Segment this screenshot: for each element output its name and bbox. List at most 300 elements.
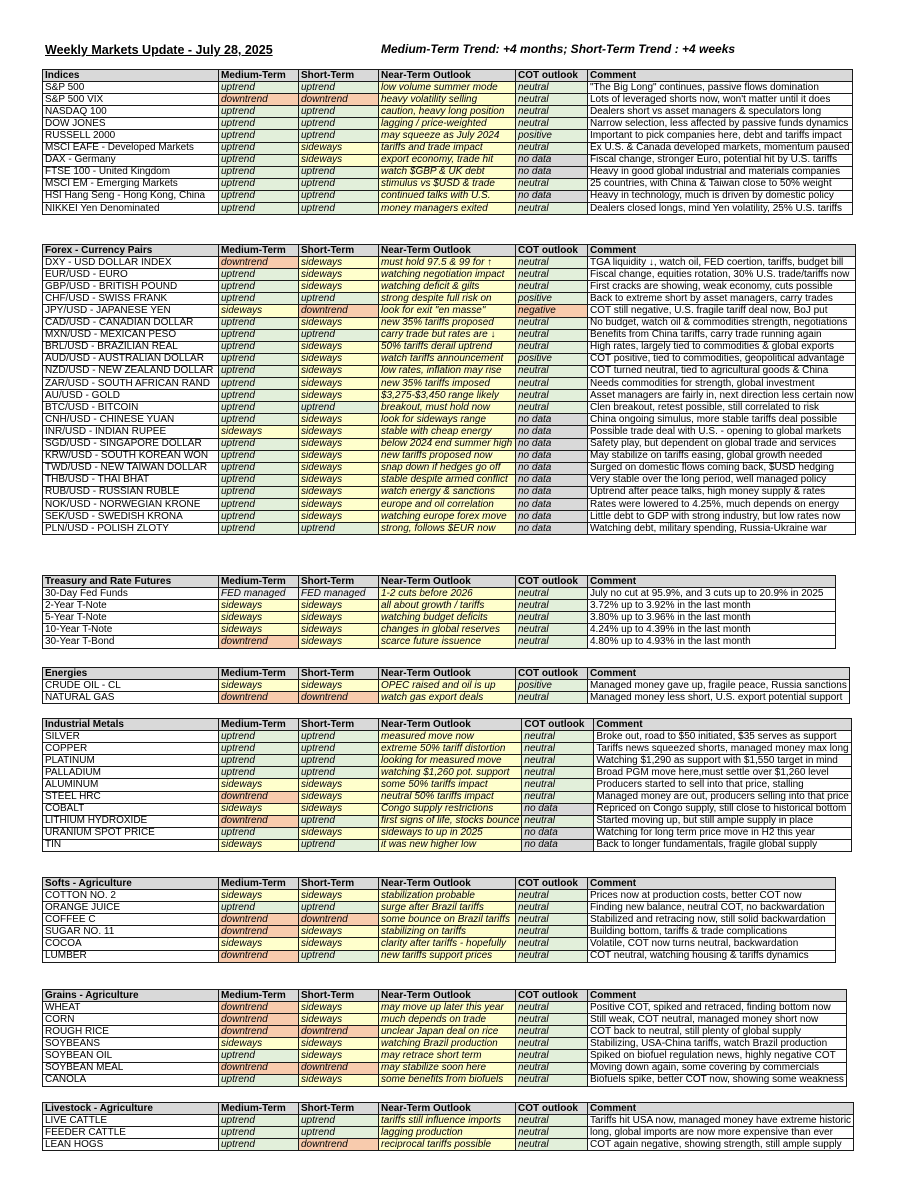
- near-term-outlook-cell: export economy, trade hit: [379, 154, 516, 166]
- column-header-short: Short-Term: [299, 70, 379, 82]
- medium-term-cell: sideways: [219, 839, 299, 851]
- instrument-cell: NOK/USD - NORWEGIAN KRONE: [43, 498, 219, 510]
- cot-outlook-cell: neutral: [516, 203, 588, 215]
- medium-term-cell: uptrend: [219, 106, 299, 118]
- short-term-cell: uptrend: [299, 82, 379, 94]
- column-header-outlook: Near-Term Outlook: [379, 576, 516, 588]
- table-row: [43, 950, 836, 962]
- comment-cell: long, global imports are now more expensive than ever: [588, 1127, 854, 1139]
- table-row: [43, 166, 853, 178]
- near-term-outlook-cell: snap down if hedges go off: [379, 462, 516, 474]
- comment-cell: Clen breakout, retest possible, still correlated to risk: [588, 402, 856, 414]
- column-header-medium: Medium-Term: [219, 1103, 299, 1115]
- instrument-cell: PALLADIUM: [43, 767, 219, 779]
- table-row: [43, 94, 853, 106]
- section-table: [42, 575, 836, 649]
- near-term-outlook-cell: strong despite full risk on: [379, 293, 516, 305]
- cot-outlook-cell: neutral: [516, 938, 588, 950]
- near-term-outlook-cell: new 35% tariffs proposed: [379, 317, 516, 329]
- table-row: [43, 1002, 847, 1014]
- near-term-outlook-cell: extreme 50% tariff distortion: [379, 743, 522, 755]
- near-term-outlook-cell: new tariffs proposed now: [379, 450, 516, 462]
- short-term-cell: uptrend: [299, 203, 379, 215]
- comment-cell: 4.80% up to 4.93% in the last month: [588, 636, 836, 648]
- column-header-cot: COT outlook: [516, 878, 588, 890]
- instrument-cell: URANIUM SPOT PRICE: [43, 827, 219, 839]
- section-header-row: [43, 1103, 854, 1115]
- comment-cell: July no cut at 95.9%, and 3 cuts up to 20.9% in 2025: [588, 588, 836, 600]
- instrument-cell: SOYBEAN MEAL: [43, 1062, 219, 1074]
- near-term-outlook-cell: much depends on trade: [379, 1014, 516, 1026]
- instrument-cell: CRUDE OIL - CL: [43, 680, 219, 692]
- cot-outlook-cell: neutral: [516, 902, 588, 914]
- cot-outlook-cell: neutral: [516, 269, 588, 281]
- table-row: [43, 130, 853, 142]
- table-row: [43, 743, 852, 755]
- comment-cell: Finding new balance, neutral COT, no backwardation: [588, 902, 836, 914]
- instrument-cell: THB/USD - THAI BHAT: [43, 474, 219, 486]
- near-term-outlook-cell: watch $GBP & UK debt: [379, 166, 516, 178]
- table-row: [43, 1026, 847, 1038]
- instrument-cell: NASDAQ 100: [43, 106, 219, 118]
- comment-cell: Repriced on Congo supply, still close to historical bottom: [594, 803, 851, 815]
- table-row: [43, 827, 852, 839]
- table-row: [43, 190, 853, 202]
- table-row: [43, 106, 853, 118]
- comment-cell: Ex U.S. & Canada developed markets, momentum paused: [588, 142, 853, 154]
- column-header-medium: Medium-Term: [219, 990, 299, 1002]
- medium-term-cell: downtrend: [219, 950, 299, 962]
- short-term-cell: sideways: [299, 269, 379, 281]
- medium-term-cell: uptrend: [219, 902, 299, 914]
- section-table: [42, 718, 852, 852]
- near-term-outlook-cell: may squeeze as July 2024: [379, 130, 516, 142]
- near-term-outlook-cell: carry trade but rates are ↓: [379, 329, 516, 341]
- short-term-cell: sideways: [299, 600, 379, 612]
- column-header-cot: COT outlook: [516, 70, 588, 82]
- short-term-cell: uptrend: [299, 755, 379, 767]
- near-term-outlook-cell: some bounce on Brazil tariffs: [379, 914, 516, 926]
- medium-term-cell: downtrend: [219, 1026, 299, 1038]
- cot-outlook-cell: neutral: [516, 1050, 588, 1062]
- table-row: [43, 486, 856, 498]
- medium-term-cell: uptrend: [219, 378, 299, 390]
- cot-outlook-cell: neutral: [516, 106, 588, 118]
- near-term-outlook-cell: stabilizing on tariffs: [379, 926, 516, 938]
- section-table: [42, 244, 856, 535]
- near-term-outlook-cell: lagging / price-weighted: [379, 118, 516, 130]
- table-row: [43, 523, 856, 535]
- table-row: [43, 1074, 847, 1086]
- comment-cell: Moving down again, some covering by commercials: [588, 1062, 847, 1074]
- section-header-row: [43, 668, 850, 680]
- table-row: [43, 914, 836, 926]
- column-header-cot: COT outlook: [516, 245, 588, 257]
- cot-outlook-cell: neutral: [522, 755, 594, 767]
- instrument-cell: RUB/USD - RUSSIAN RUBLE: [43, 486, 219, 498]
- cot-outlook-cell: no data: [516, 438, 588, 450]
- short-term-cell: sideways: [299, 142, 379, 154]
- table-row: [43, 450, 856, 462]
- near-term-outlook-cell: continued talks with U.S.: [379, 190, 516, 202]
- table-row: [43, 890, 836, 902]
- instrument-cell: HSI Hang Seng - Hong Kong, China: [43, 190, 219, 202]
- medium-term-cell: uptrend: [219, 438, 299, 450]
- medium-term-cell: uptrend: [219, 154, 299, 166]
- comment-cell: Producers started to sell into that price, stalling: [594, 779, 851, 791]
- cot-outlook-cell: neutral: [516, 341, 588, 353]
- instrument-cell: ALUMINUM: [43, 779, 219, 791]
- table-row: [43, 305, 856, 317]
- instrument-cell: CHF/USD - SWISS FRANK: [43, 293, 219, 305]
- medium-term-cell: downtrend: [219, 1062, 299, 1074]
- near-term-outlook-cell: it was new higher low: [379, 839, 522, 851]
- near-term-outlook-cell: 50% tariffs derail uptrend: [379, 341, 516, 353]
- comment-cell: Still weak, COT neutral, managed money short now: [588, 1014, 847, 1026]
- table-row: [43, 390, 856, 402]
- comment-cell: COT again negative, showing strength, still ample supply: [588, 1139, 854, 1151]
- comment-cell: Surged on domestic flows coming back, $USD hedging: [588, 462, 856, 474]
- instrument-cell: MSCI EM - Emerging Markets: [43, 178, 219, 190]
- table-row: [43, 414, 856, 426]
- cot-outlook-cell: neutral: [516, 588, 588, 600]
- table-row: [43, 815, 852, 827]
- comment-cell: High rates, largely tied to commodities & global exports: [588, 341, 856, 353]
- medium-term-cell: uptrend: [219, 755, 299, 767]
- comment-cell: COT neutral, watching housing & tariffs dynamics: [588, 950, 836, 962]
- near-term-outlook-cell: some benefits from biofuels: [379, 1074, 516, 1086]
- near-term-outlook-cell: neutral 50% tariffs impact: [379, 791, 522, 803]
- instrument-cell: COTTON NO. 2: [43, 890, 219, 902]
- near-term-outlook-cell: may move up later this year: [379, 1002, 516, 1014]
- comment-cell: Started moving up, but still ample supply in place: [594, 815, 851, 827]
- cot-outlook-cell: neutral: [516, 317, 588, 329]
- near-term-outlook-cell: changes in global reserves: [379, 624, 516, 636]
- near-term-outlook-cell: caution, heavy long position: [379, 106, 516, 118]
- medium-term-cell: downtrend: [219, 1002, 299, 1014]
- comment-cell: Needs commodities for strength, global investment: [588, 378, 856, 390]
- table-row: [43, 257, 856, 269]
- instrument-cell: MSCI EAFE - Developed Markets: [43, 142, 219, 154]
- comment-cell: Broad PGM move here,must settle over $1,260 level: [594, 767, 851, 779]
- near-term-outlook-cell: watch energy & sanctions: [379, 486, 516, 498]
- instrument-cell: TIN: [43, 839, 219, 851]
- column-header-short: Short-Term: [299, 1103, 379, 1115]
- instrument-cell: S&P 500 VIX: [43, 94, 219, 106]
- column-header-short: Short-Term: [299, 878, 379, 890]
- comment-cell: Little debt to GDP with strong industry, but low rates now: [588, 511, 856, 523]
- instrument-cell: COBALT: [43, 803, 219, 815]
- medium-term-cell: uptrend: [219, 414, 299, 426]
- page-title: Weekly Markets Update - July 28, 2025: [45, 43, 273, 57]
- cot-outlook-cell: positive: [516, 130, 588, 142]
- short-term-cell: sideways: [299, 281, 379, 293]
- column-header-medium: Medium-Term: [219, 878, 299, 890]
- medium-term-cell: uptrend: [219, 281, 299, 293]
- short-term-cell: sideways: [299, 1002, 379, 1014]
- instrument-cell: DXY - USD DOLLAR INDEX: [43, 257, 219, 269]
- comment-cell: Fiscal change, stronger Euro, potential hit by U.S. tariffs: [588, 154, 853, 166]
- medium-term-cell: uptrend: [219, 486, 299, 498]
- medium-term-cell: uptrend: [219, 1074, 299, 1086]
- short-term-cell: FED managed: [299, 588, 379, 600]
- near-term-outlook-cell: OPEC raised and oil is up: [379, 680, 516, 692]
- medium-term-cell: uptrend: [219, 523, 299, 535]
- table-row: [43, 612, 836, 624]
- instrument-cell: WHEAT: [43, 1002, 219, 1014]
- medium-term-cell: uptrend: [219, 474, 299, 486]
- cot-outlook-cell: no data: [516, 190, 588, 202]
- column-header-comment: Comment: [588, 1103, 854, 1115]
- section-table: [42, 69, 853, 215]
- instrument-cell: CAD/USD - CANADIAN DOLLAR: [43, 317, 219, 329]
- medium-term-cell: uptrend: [219, 341, 299, 353]
- near-term-outlook-cell: tariffs still influence imports: [379, 1115, 516, 1127]
- short-term-cell: sideways: [299, 426, 379, 438]
- short-term-cell: uptrend: [299, 1127, 379, 1139]
- medium-term-cell: uptrend: [219, 190, 299, 202]
- short-term-cell: sideways: [299, 450, 379, 462]
- near-term-outlook-cell: stable despite armed conflict: [379, 474, 516, 486]
- column-header-comment: Comment: [588, 878, 836, 890]
- column-header-outlook: Near-Term Outlook: [379, 1103, 516, 1115]
- medium-term-cell: uptrend: [219, 203, 299, 215]
- near-term-outlook-cell: looking for measured move: [379, 755, 522, 767]
- column-header-outlook: Near-Term Outlook: [379, 245, 516, 257]
- instrument-cell: AUD/USD - AUSTRALIAN DOLLAR: [43, 353, 219, 365]
- section-table: [42, 667, 850, 704]
- comment-cell: Lots of leveraged shorts now, won't matter until it does: [588, 94, 853, 106]
- cot-outlook-cell: neutral: [522, 731, 594, 743]
- medium-term-cell: uptrend: [219, 402, 299, 414]
- short-term-cell: uptrend: [299, 130, 379, 142]
- comment-cell: Managed money less short, U.S. export potential support: [588, 692, 850, 704]
- medium-term-cell: uptrend: [219, 142, 299, 154]
- column-header-cot: COT outlook: [516, 990, 588, 1002]
- short-term-cell: downtrend: [299, 305, 379, 317]
- section-title: Forex - Currency Pairs: [43, 245, 219, 257]
- comment-cell: "The Big Long" continues, passive flows domination: [588, 82, 853, 94]
- short-term-cell: sideways: [299, 1014, 379, 1026]
- comment-cell: COT positive, tied to commodities, geopolitical advantage: [588, 353, 856, 365]
- cot-outlook-cell: neutral: [516, 950, 588, 962]
- table-row: [43, 1127, 854, 1139]
- instrument-cell: NZD/USD - NEW ZEALAND DOLLAR: [43, 365, 219, 377]
- near-term-outlook-cell: low rates, inflation may rise: [379, 365, 516, 377]
- table-row: [43, 293, 856, 305]
- comment-cell: Broke out, road to $50 initiated, $35 serves as support: [594, 731, 851, 743]
- short-term-cell: sideways: [299, 341, 379, 353]
- instrument-cell: 10-Year T-Note: [43, 624, 219, 636]
- medium-term-cell: sideways: [219, 1038, 299, 1050]
- medium-term-cell: downtrend: [219, 257, 299, 269]
- cot-outlook-cell: neutral: [516, 636, 588, 648]
- section-header-row: [43, 990, 847, 1002]
- medium-term-cell: uptrend: [219, 498, 299, 510]
- medium-term-cell: sideways: [219, 624, 299, 636]
- column-header-medium: Medium-Term: [219, 576, 299, 588]
- short-term-cell: uptrend: [299, 106, 379, 118]
- column-header-medium: Medium-Term: [219, 668, 299, 680]
- short-term-cell: downtrend: [299, 1026, 379, 1038]
- cot-outlook-cell: neutral: [516, 692, 588, 704]
- short-term-cell: downtrend: [299, 914, 379, 926]
- cot-outlook-cell: no data: [516, 426, 588, 438]
- cot-outlook-cell: neutral: [516, 1038, 588, 1050]
- table-row: [43, 438, 856, 450]
- short-term-cell: sideways: [299, 636, 379, 648]
- comment-cell: Uptrend after peace talks, high money supply & rates: [588, 486, 856, 498]
- short-term-cell: sideways: [299, 680, 379, 692]
- instrument-cell: LUMBER: [43, 950, 219, 962]
- instrument-cell: SILVER: [43, 731, 219, 743]
- near-term-outlook-cell: stimulus vs $USD & trade: [379, 178, 516, 190]
- medium-term-cell: uptrend: [219, 130, 299, 142]
- medium-term-cell: uptrend: [219, 269, 299, 281]
- instrument-cell: PLN/USD - POLISH ZLOTY: [43, 523, 219, 535]
- cot-outlook-cell: neutral: [516, 142, 588, 154]
- medium-term-cell: downtrend: [219, 791, 299, 803]
- table-row: [43, 1062, 847, 1074]
- cot-outlook-cell: no data: [516, 498, 588, 510]
- short-term-cell: sideways: [299, 1050, 379, 1062]
- near-term-outlook-cell: 1-2 cuts before 2026: [379, 588, 516, 600]
- section-title: Industrial Metals: [43, 719, 219, 731]
- comment-cell: Watching debt, military spending, Russia-Ukraine war: [588, 523, 856, 535]
- instrument-cell: JPY/USD - JAPANESE YEN: [43, 305, 219, 317]
- short-term-cell: sideways: [299, 486, 379, 498]
- short-term-cell: downtrend: [299, 1139, 379, 1151]
- comment-cell: No budget, watch oil & commodities strength, negotiations: [588, 317, 856, 329]
- table-row: [43, 178, 853, 190]
- cot-outlook-cell: neutral: [522, 815, 594, 827]
- near-term-outlook-cell: new tariffs support prices: [379, 950, 516, 962]
- cot-outlook-cell: neutral: [522, 743, 594, 755]
- comment-cell: China ongoing simulus, more stable tariffs deal possible: [588, 414, 856, 426]
- near-term-outlook-cell: low volume summer mode: [379, 82, 516, 94]
- instrument-cell: DOW JONES: [43, 118, 219, 130]
- instrument-cell: CNH/USD - CHINESE YUAN: [43, 414, 219, 426]
- cot-outlook-cell: no data: [522, 827, 594, 839]
- medium-term-cell: uptrend: [219, 827, 299, 839]
- short-term-cell: sideways: [299, 390, 379, 402]
- comment-cell: Biofuels spike, better COT now, showing some weakness: [588, 1074, 847, 1086]
- comment-cell: Dealers short vs asset managers & speculators long: [588, 106, 853, 118]
- near-term-outlook-cell: watching $1,260 pot. support: [379, 767, 522, 779]
- table-row: [43, 269, 856, 281]
- cot-outlook-cell: neutral: [516, 890, 588, 902]
- comment-cell: 25 countries, with China & Taiwan close to 50% weight: [588, 178, 853, 190]
- cot-outlook-cell: neutral: [516, 1026, 588, 1038]
- table-row: [43, 462, 856, 474]
- instrument-cell: LITHIUM HYDROXIDE: [43, 815, 219, 827]
- cot-outlook-cell: neutral: [522, 791, 594, 803]
- comment-cell: Prices now at production costs, better COT now: [588, 890, 836, 902]
- comment-cell: Fiscal change, equities rotation, 30% U.S. trade/tariffs now: [588, 269, 856, 281]
- short-term-cell: sideways: [299, 938, 379, 950]
- instrument-cell: RUSSELL 2000: [43, 130, 219, 142]
- near-term-outlook-cell: watch gas export deals: [379, 692, 516, 704]
- medium-term-cell: uptrend: [219, 178, 299, 190]
- short-term-cell: sideways: [299, 353, 379, 365]
- instrument-cell: CANOLA: [43, 1074, 219, 1086]
- instrument-cell: CORN: [43, 1014, 219, 1026]
- medium-term-cell: uptrend: [219, 1139, 299, 1151]
- medium-term-cell: sideways: [219, 426, 299, 438]
- medium-term-cell: uptrend: [219, 293, 299, 305]
- column-header-comment: Comment: [588, 668, 850, 680]
- cot-outlook-cell: positive: [516, 680, 588, 692]
- table-row: [43, 624, 836, 636]
- medium-term-cell: downtrend: [219, 692, 299, 704]
- table-row: [43, 938, 836, 950]
- cot-outlook-cell: no data: [516, 450, 588, 462]
- table-row: [43, 142, 853, 154]
- medium-term-cell: downtrend: [219, 815, 299, 827]
- short-term-cell: uptrend: [299, 950, 379, 962]
- medium-term-cell: sideways: [219, 803, 299, 815]
- column-header-cot: COT outlook: [516, 1103, 588, 1115]
- column-header-comment: Comment: [588, 70, 853, 82]
- column-header-short: Short-Term: [299, 668, 379, 680]
- table-row: [43, 118, 853, 130]
- cot-outlook-cell: no data: [522, 803, 594, 815]
- section-title: Livestock - Agriculture: [43, 1103, 219, 1115]
- short-term-cell: uptrend: [299, 743, 379, 755]
- table-row: [43, 317, 856, 329]
- table-row: [43, 767, 852, 779]
- medium-term-cell: uptrend: [219, 731, 299, 743]
- near-term-outlook-cell: must hold 97.5 & 99 for ↑: [379, 257, 516, 269]
- medium-term-cell: uptrend: [219, 462, 299, 474]
- instrument-cell: ROUGH RICE: [43, 1026, 219, 1038]
- cot-outlook-cell: no data: [516, 414, 588, 426]
- medium-term-cell: uptrend: [219, 365, 299, 377]
- column-header-outlook: Near-Term Outlook: [379, 668, 516, 680]
- comment-cell: Spiked on biofuel regulation news, highly negative COT: [588, 1050, 847, 1062]
- table-row: [43, 926, 836, 938]
- short-term-cell: downtrend: [299, 94, 379, 106]
- comment-cell: COT back to neutral, still plenty of global supply: [588, 1026, 847, 1038]
- table-row: [43, 1038, 847, 1050]
- comment-cell: Narrow selection, less affected by passive funds dynamics: [588, 118, 853, 130]
- short-term-cell: uptrend: [299, 118, 379, 130]
- column-header-short: Short-Term: [299, 576, 379, 588]
- column-header-outlook: Near-Term Outlook: [379, 70, 516, 82]
- comment-cell: Watching $1,290 as support with $1,550 target in mind: [594, 755, 851, 767]
- table-row: [43, 154, 853, 166]
- cot-outlook-cell: neutral: [516, 600, 588, 612]
- near-term-outlook-cell: scarce future issuence: [379, 636, 516, 648]
- comment-cell: Heavy in good global industrial and materials companies: [588, 166, 853, 178]
- cot-outlook-cell: neutral: [516, 1014, 588, 1026]
- comment-cell: Heavy in technology, much is driven by domestic policy: [588, 190, 853, 202]
- short-term-cell: sideways: [299, 890, 379, 902]
- medium-term-cell: FED managed: [219, 588, 299, 600]
- near-term-outlook-cell: look for sideways range: [379, 414, 516, 426]
- medium-term-cell: sideways: [219, 305, 299, 317]
- near-term-outlook-cell: measured move now: [379, 731, 522, 743]
- medium-term-cell: downtrend: [219, 94, 299, 106]
- medium-term-cell: uptrend: [219, 353, 299, 365]
- cot-outlook-cell: neutral: [516, 1002, 588, 1014]
- instrument-cell: MXN/USD - MEXICAN PESO: [43, 329, 219, 341]
- instrument-cell: BTC/USD - BITCOIN: [43, 402, 219, 414]
- short-term-cell: sideways: [299, 1074, 379, 1086]
- short-term-cell: uptrend: [299, 293, 379, 305]
- comment-cell: TGA liquidity ↓, watch oil, FED coertion, tariffs, budget bill: [588, 257, 856, 269]
- instrument-cell: NIKKEI Yen Denominated: [43, 203, 219, 215]
